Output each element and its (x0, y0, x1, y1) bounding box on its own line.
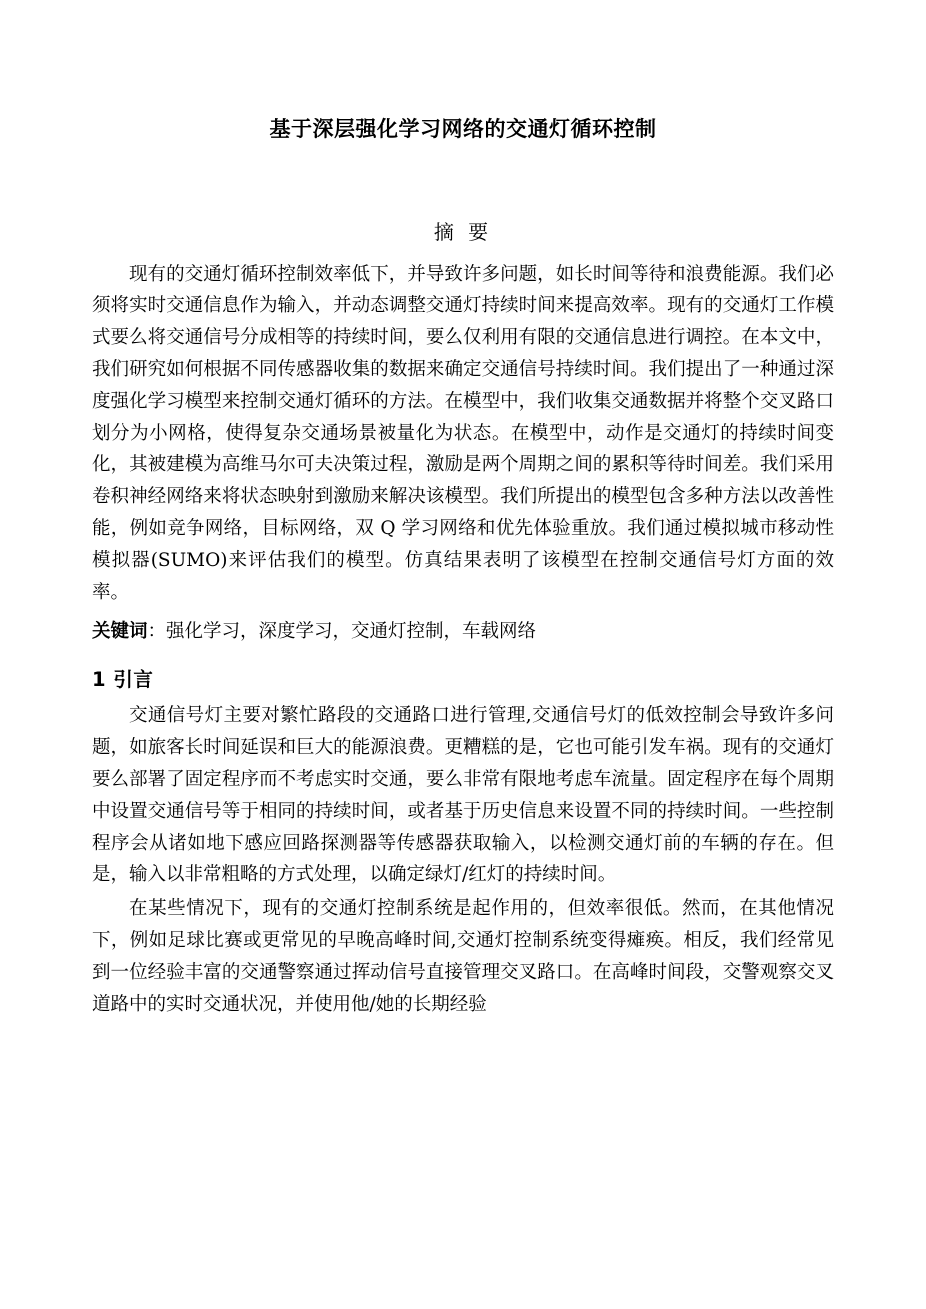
section1-paragraph-1: 交通信号灯主要对繁忙路段的交通路口进行管理,交通信号灯的低效控制会导致许多问题，如旅客长时间延误和巨大的能源浪费。更糟糕的是，它也可能引发车祸。现有的交通灯要么部署了固定程序而不考虑实时交通，要么非常有限地考虑车流量。固定程序在每个周期中设置交通信号等于相同的持续时间，或者基于历史信息来设置不同的持续时间。一些控制程序会从诸如地下感应回路探测器等传感器获取输入，以检测交通灯前的车辆的存在。但是，输入以非常粗略的方式处理，以确定绿灯/红灯的持续时间。 (92, 705, 834, 886)
abstract-paragraph: 现有的交通灯循环控制效率低下，并导致许多问题，如长时间等待和浪费能源。我们必须将实时交通信息作为输入，并动态调整交通灯持续时间来提高效率。现有的交通灯工作模式要么将交通信号分成相等的持续时间，要么仅利用有限的交通信息进行调控。在本文中，我们研究如何根据不同传感器收集的数据来确定交通信号持续时间。我们提出了一种通过深度强化学习模型来控制交通灯循环的方法。在模型中，我们收集交通数据并将整个交叉路口划分为小网格，使得复杂交通场景被量化为状态。在模型中，动作是交通灯的持续时间变化，其被建模为高维马尔可夫决策过程，激励是两个周期之间的累积等待时间差。我们采用卷积神经网络来将状态映射到激励来解决该模型。我们所提出的模型包含多种方法以改善性能，例如竞争网络，目标网络，双 Q 学习网络和优先体验重放。我们通过模拟城市移动性模拟器(SUMO)来评估我们的模型。仿真结果表明了该模型在控制交通信号灯方面的效率。 (92, 263, 834, 603)
keywords-label: 关键词 (92, 621, 148, 643)
section-introduction (92, 664, 834, 1020)
abstract-heading: 摘 要 (433, 219, 493, 244)
keywords-separator: ： (147, 621, 167, 643)
page-title: 基于深层强化学习网络的交通灯循环控制 (269, 117, 657, 141)
section1-paragraph-2: 在某些情况下，现有的交通灯控制系统是起作用的，但效率很低。然而，在其他情况下，例如足球比赛或更常见的早晚高峰时间,交通灯控制系统变得瘫痪。相反，我们经常见到一位经验丰富的交通警察通过挥动信号直接管理交叉路口。在高峰时间段，交警观察交叉道路中的实时交通状况，并使用他/她的长期经验 (92, 898, 834, 1015)
keywords-value: 强化学习，深度学习，交通灯控制，车载网络 (166, 621, 537, 643)
abstract-section (92, 216, 834, 609)
section-heading-1: 1 引言 (92, 668, 154, 692)
keywords-line (92, 616, 834, 648)
